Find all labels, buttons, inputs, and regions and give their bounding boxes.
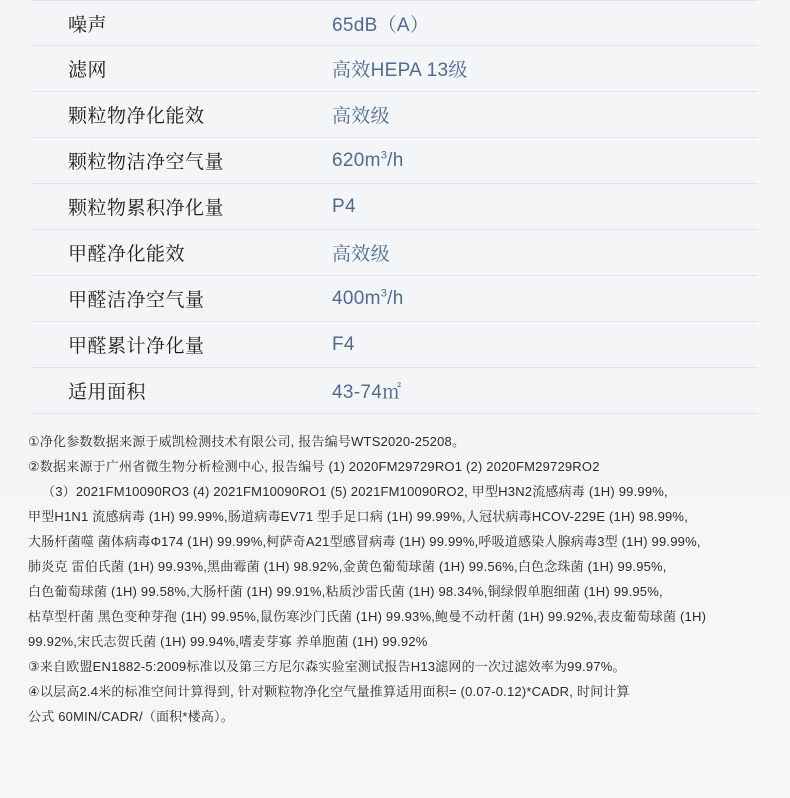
footnote-line: 大肠杆菌噬 菌体病毒Φ174 (1H) 99.99%,柯萨奇A21型感冒病毒 (1H) 99.99%,呼吸道感染人腺病毒3型 (1H) 99.99%,	[28, 534, 701, 549]
spec-label: 噪声	[68, 14, 108, 36]
spec-label: 滤网	[68, 60, 108, 81]
footnotes	[0, 414, 790, 729]
footnote-line: ①净化参数数据来源于威凯检测技术有限公司, 报告编号WTS2020-25208。	[28, 434, 466, 449]
footnote-line: 白色葡萄球菌 (1H) 99.58%,大肠杆菌 (1H) 99.91%,粘质沙雷氏菌 (1H) 98.34%,铜绿假单胞细菌 (1H) 99.95%,	[28, 584, 663, 599]
spec-value-exponent: 3	[380, 287, 388, 300]
spec-label: 适用面积	[68, 382, 147, 403]
spec-value: 高效级	[332, 106, 390, 127]
footnote-line: 肺炎克 雷伯氏菌 (1H) 99.93%,黑曲霉菌 (1H) 98.92%,金黄色葡萄球菌 (1H) 99.56%,白色念珠菌 (1H) 99.95%,	[28, 559, 667, 574]
table-row	[32, 276, 758, 322]
footnote-line: 99.92%,宋氏志贺氏菌 (1H) 99.94%,嗜麦芽寡 养单胞菌 (1H) 99.92%	[28, 634, 428, 649]
spec-label: 颗粒物洁净空气量	[68, 152, 225, 173]
spec-value: P4	[332, 195, 356, 217]
spec-value: 高效级	[332, 244, 390, 265]
footnote-line: 枯草型杆菌 黑色变种芽孢 (1H) 99.95%,鼠伤寒沙门氏菌 (1H) 99.93%,鲍曼不动杆菌 (1H) 99.92%,表皮葡萄球菌 (1H)	[28, 609, 707, 624]
footnote-line: （3）2021FM10090RO3 (4) 2021FM10090RO1 (5) 2021FM10090RO2, 甲型H3N2流感病毒 (1H) 99.99%,	[42, 484, 668, 499]
spec-value	[332, 377, 758, 404]
spec-value	[332, 288, 758, 310]
spec-value: F4	[332, 333, 355, 355]
table-row	[32, 230, 758, 276]
table-row	[32, 184, 758, 230]
spec-value: 高效HEPA 13级	[332, 60, 468, 81]
table-row	[32, 46, 758, 92]
spec-value-unit: ㎡	[382, 382, 402, 403]
footnote-line: 公式 60MIN/CADR/（面积*楼高）。	[28, 709, 234, 724]
footnote-line: ③来自欧盟EN1882-5:2009标准以及第三方尼尔森实验室测试报告H13滤网的一次过滤效率为99.97%。	[28, 659, 626, 674]
spec-value-exponent: 3	[380, 149, 388, 162]
table-row	[32, 138, 758, 184]
spec-value-number: 400m	[332, 287, 381, 309]
spec-value: 65dB（A）	[332, 14, 430, 36]
spec-value-suffix: /h	[387, 287, 404, 309]
spec-label: 颗粒物累积净化量	[68, 198, 225, 219]
footnote-line: ②数据来源于广州省微生物分析检测中心, 报告编号 (1) 2020FM29729RO1 (2) 2020FM29729RO2	[28, 459, 600, 474]
table-row	[32, 92, 758, 138]
spec-value	[332, 150, 758, 172]
spec-label: 甲醛累计净化量	[68, 336, 205, 357]
table-row	[32, 322, 758, 368]
table-row	[32, 0, 758, 46]
spec-label: 甲醛净化能效	[68, 244, 186, 265]
spec-label: 甲醛洁净空气量	[68, 290, 205, 311]
spec-value-suffix: /h	[387, 149, 404, 171]
spec-label: 颗粒物净化能效	[68, 106, 205, 127]
table-row	[32, 368, 758, 414]
spec-value-number: 43-74	[332, 382, 383, 403]
footnote-line: ④以层高2.4米的标准空间计算得到, 针对颗粒物净化空气量推算适用面积= (0.07-0.12)*CADR, 时间计算	[28, 684, 630, 699]
footnote-line: 甲型H1N1 流感病毒 (1H) 99.99%,肠道病毒EV71 型手足口病 (1H) 99.99%,人冠状病毒HCOV-229E (1H) 98.99%,	[28, 509, 689, 524]
spec-value-number: 620m	[332, 149, 381, 171]
